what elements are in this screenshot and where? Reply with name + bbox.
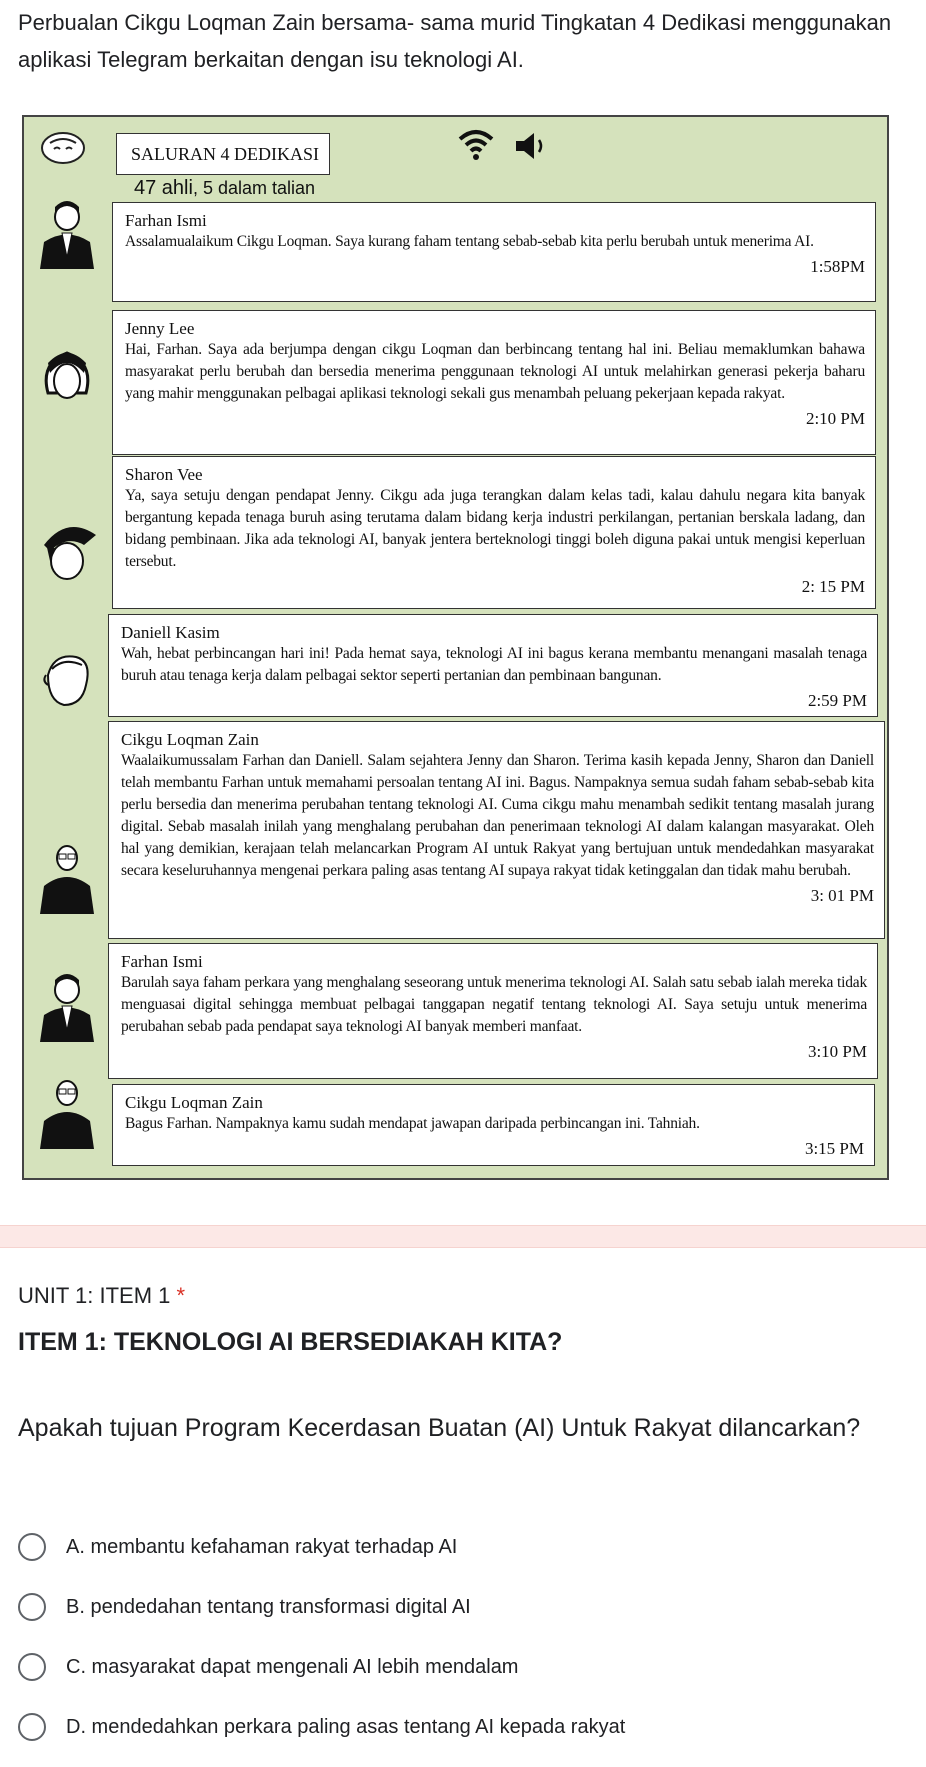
- message-sender: Cikgu Loqman Zain: [121, 730, 259, 749]
- members-online: , 5 dalam talian: [192, 178, 316, 198]
- option-c[interactable]: [18, 1651, 518, 1683]
- chat-illustration: [22, 115, 889, 1180]
- channel-name: SALURAN 4 DEDIKASI: [116, 133, 330, 175]
- message-time: 2:10 PM: [805, 409, 865, 428]
- avatar-jenny-icon: [34, 343, 100, 415]
- message-time: 3: 01 PM: [810, 886, 874, 905]
- avatar-farhan-icon-2: [34, 970, 100, 1042]
- unit-label: UNIT 1: ITEM 1: [18, 1283, 171, 1308]
- message-sender: Sharon Vee: [125, 465, 203, 484]
- message-time: 1:58PM: [810, 257, 865, 276]
- option-label: C. masyarakat dapat mengenali AI lebih mendalam: [66, 1655, 519, 1678]
- section-divider: [0, 1225, 926, 1248]
- message-text: Waalaikumussalam Farhan dan Daniell. Salam sejahtera Jenny dan Sharon. Terima kasih kepada Jenny, Sharon dan Daniell telah membantu Farhan untuk memahami persoalan tentang AI ini. Bagus. Nampaknya semua sudah faham sebab-sebab kita perlu bersedia dan menerima perubahan tentang teknologi AI. Cuma cikgu mahu menambah sedikit tentang masalah jurang digital. Sebab masalah inilah yang menghalang perubahan dan penerimaan teknologi AI dalam kalangan masyarakat. Oleh hal yang demikian, kerajaan telah melancarkan Program AI untuk Rakyat yang bertujuan untuk mendedahkan masyarakat secara keseluruhannya mengenai perkara paling asas tentang AI supaya rakyat tidak ketinggalan dan tidak mahu berubah.: [121, 752, 874, 879]
- option-d[interactable]: [18, 1711, 625, 1743]
- message-sender: Cikgu Loqman Zain: [125, 1093, 263, 1112]
- option-label: D. mendedahkan perkara paling asas tentang AI kepada rakyat: [66, 1715, 626, 1738]
- message-sender: Daniell Kasim: [121, 623, 220, 642]
- message-sender: Farhan Ismi: [121, 952, 203, 971]
- option-b[interactable]: [18, 1591, 471, 1623]
- chat-message: [112, 310, 876, 455]
- message-sender: Jenny Lee: [125, 319, 195, 338]
- chat-message: [112, 456, 876, 609]
- chat-message: [108, 721, 885, 939]
- message-sender: Farhan Ismi: [125, 211, 207, 230]
- chat-message: [108, 614, 878, 717]
- members-count: 47 ahli: [134, 177, 193, 199]
- intro-text: Perbualan Cikgu Loqman Zain bersama- sama murid Tingkatan 4 Dedikasi menggunakan aplikasi Telegram berkaitan dengan isu teknologi AI.: [18, 10, 892, 72]
- item-title: ITEM 1: TEKNOLOGI AI BERSEDIAKAH KITA?: [18, 1328, 563, 1356]
- chat-message: [112, 1084, 875, 1166]
- question-prompt: Apakah tujuan Program Kecerdasan Buatan (AI) Untuk Rakyat dilancarkan?: [18, 1414, 861, 1442]
- option-label: A. membantu kefahaman rakyat terhadap AI: [66, 1535, 458, 1558]
- message-text: Hai, Farhan. Saya ada berjumpa dengan cikgu Loqman dan berbincang tentang hal ini. Beliau memaklumkan bahawa masyarakat perlu berubah dan bersedia menerima penggunaan teknologi AI untuk melahirkan generasi pekerja baharu yang mahir menggunakan pelbagai aplikasi teknologi sekali gus menambah peluang pekerjaan kepada rakyat.: [125, 341, 865, 402]
- message-text: Ya, saya setuju dengan pendapat Jenny. Cikgu ada juga terangkan dalam kelas tadi, kalau dahulu negara kita banyak bergantung kepada tenaga buruh asing terutama dalam bidang kerja industri perkilangan, pertanian berskala ladang, dan bidang pembinaan. Jika ada teknologi AI, banyak jentera berteknologi tinggi boleh diguna pakai untuk mengisi keperluan tersebut.: [125, 487, 865, 570]
- speaker-icon: [514, 131, 550, 161]
- message-text: Wah, hebat perbincangan hari ini! Pada hemat saya, teknologi AI ini bagus kerana membantu menangani masalah tenaga buruh atau tenaga kerja dalam pelbagai sektor seperti pertanian dan pembinaan bangunan.: [121, 645, 867, 684]
- avatar-sharon-icon: [34, 515, 100, 587]
- required-mark: *: [176, 1283, 186, 1308]
- message-time: 3:10 PM: [807, 1042, 867, 1061]
- avatar-cikgu-icon: [34, 842, 100, 914]
- message-time: 3:15 PM: [804, 1139, 864, 1158]
- option-a[interactable]: [18, 1531, 457, 1563]
- avatar-cikgu-icon-2: [34, 1077, 100, 1149]
- message-text: Assalamualaikum Cikgu Loqman. Saya kurang faham tentang sebab-sebab kita perlu berubah untuk menerima AI.: [125, 233, 814, 250]
- message-time: 2: 15 PM: [801, 577, 865, 596]
- wifi-icon: [458, 129, 494, 161]
- option-label: B. pendedahan tentang transformasi digital AI: [66, 1595, 471, 1618]
- radio-button[interactable]: [18, 1533, 46, 1561]
- header-emoji-icon: [40, 131, 86, 165]
- avatar-farhan-icon: [34, 197, 100, 269]
- message-time: 2:59 PM: [807, 691, 867, 710]
- chat-message: [108, 943, 878, 1079]
- radio-button[interactable]: [18, 1713, 46, 1741]
- avatar-daniell-icon: [34, 645, 100, 717]
- members-info: [134, 177, 315, 200]
- message-text: Bagus Farhan. Nampaknya kamu sudah mendapat jawapan daripada perbincangan ini. Tahniah.: [125, 1115, 700, 1132]
- radio-button[interactable]: [18, 1653, 46, 1681]
- message-text: Barulah saya faham perkara yang menghalang seseorang untuk menerima teknologi AI. Salah satu sebab ialah mereka tidak menguasai digital sehingga membuat pelbagai tanggapan negatif tentang teknologi AI. Saya setuju untuk menerima perubahan sebab pada pendapat saya teknologi AI banyak memberi manfaat.: [121, 974, 867, 1035]
- radio-button[interactable]: [18, 1593, 46, 1621]
- chat-message: [112, 202, 876, 302]
- question-unit-label: [18, 1283, 185, 1309]
